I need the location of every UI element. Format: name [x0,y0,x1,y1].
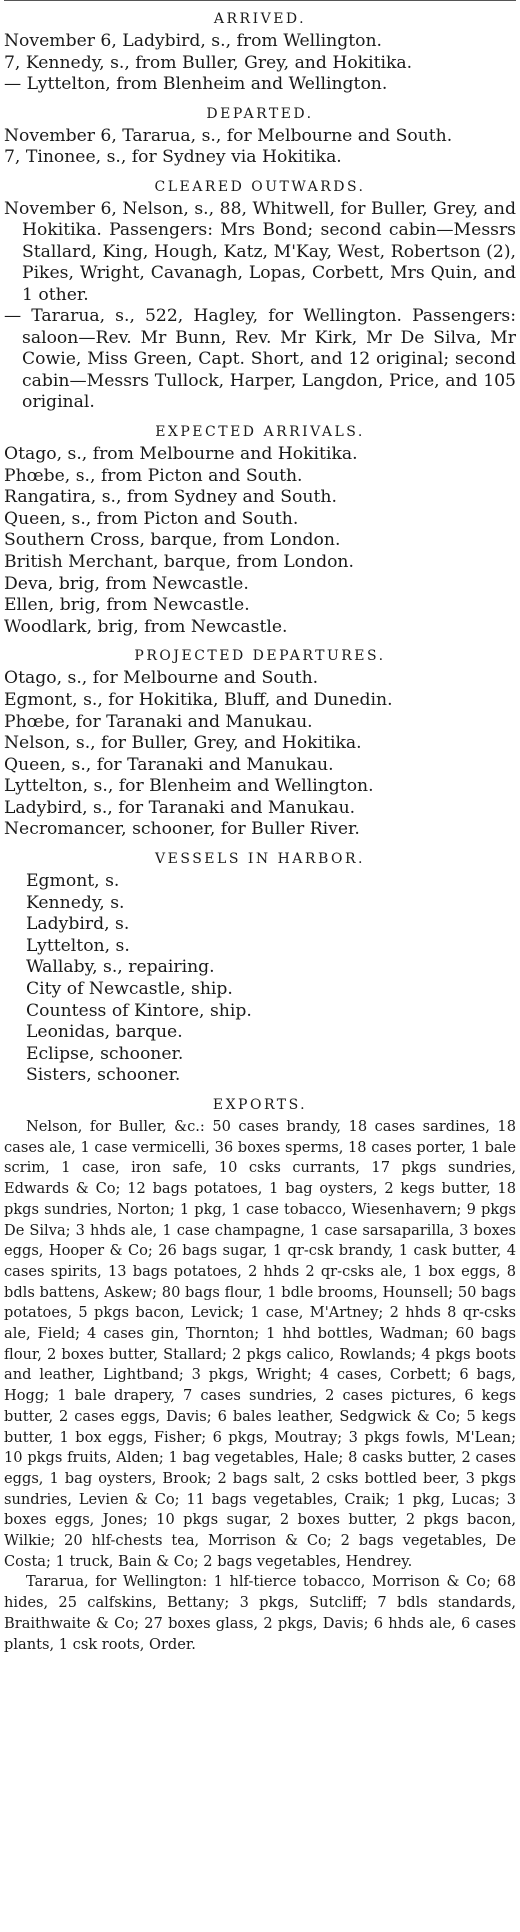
vessel-entry: Egmont, s. [26,871,120,892]
projected-entry: Ladybird, s., for Taranaki and Manukau. [4,797,356,818]
heading-cleared-outwards: CLEARED OUTWARDS. [154,178,366,195]
expected-entry: Deva, brig, from Newcastle. [4,573,249,594]
vessel-entry: City of Newcastle, ship. [26,979,233,1000]
exports-paragraph-tararua: Tararua, for Wellington: 1 hlf-tierce tobacco, Morrison & Co; 68 hides, 25 calfskins, Bettany; 3 pkgs, Sutcliff; 7 bdls standards, Braithwaite & Co; 27 boxes glass, 2 pkgs, Davis; 6 hhds ale, 6 cases plants, 1 csk roots, Order. [4,1573,516,1653]
expected-entry: Woodlark, brig, from Newcastle. [4,616,288,637]
projected-entry: Egmont, s., for Hokitika, Bluff, and Dunedin. [4,689,393,710]
heading-vessels-in-harbor: VESSELS IN HARBOR. [155,851,365,868]
vessel-entry: Lyttelton, s. [26,935,130,956]
arrived-entry: November 6, Ladybird, s., from Wellington. [4,31,382,51]
vessels-list [4,871,516,1087]
projected-entry: Lyttelton, s., for Blenheim and Wellington. [4,776,374,797]
expected-entry: British Merchant, barque, from London. [4,551,354,572]
vessel-entry: Wallaby, s., repairing. [26,957,215,978]
arrived-entry: 7, Kennedy, s., from Buller, Grey, and Hokitika. [4,52,413,73]
heading-expected-arrivals: EXPECTED ARRIVALS. [155,423,365,440]
expected-entry: Rangatira, s., from Sydney and South. [4,487,337,508]
vessel-entry: Leonidas, barque. [26,1022,183,1043]
exports-paragraph-nelson: Nelson, for Buller, &c.: 50 cases brandy, 18 cases sardines, 18 cases ale, 1 case vermicelli, 36 boxes sperms, 18 cases porter, 1 bale scrim, 1 case, iron safe, 10 csks currants, 17 pkgs sundries, Edwards & Co; 12 bags potatoes, 1 bag oysters, 2 kegs butter, 18 pkgs sundries, Norton; 1 pkg, 1 case tobacco, Wiesenhavern; 9 pkgs De Silva; 3 hhds ale, 1 case champagne, 1 case sarsaparilla, 3 boxes eggs, Hooper & Co; 26 bags sugar, 1 qr-csk brandy, 1 cask butter, 4 cases spirits, 13 bags potatoes, 2 hhds 2 qr-csks ale, 1 box eggs, 8 bdls battens, Askew; 80 bags flour, 1 bdle brooms, Hounsell; 50 bags potatoes, 5 pkgs bacon, Levick; 1 case, M'Artney; 2 hhds 8 qr-csks ale, Field; 4 cases gin, Thornton; 1 hhd bottles, Wadman; 60 bags flour, 2 boxes butter, Stallard; 2 pkgs calico, Rowlands; 4 pkgs boots and leather, Lightband; 3 pkgs, Wright; 4 cases, Corbett; 6 bags, Hogg; 1 bale drapery, 7 cases sundries, 2 cases pictures, 6 kegs butter, 2 cases eggs, Davis; 6 bales leather, Sedgwick & Co; 5 kegs butter, 1 box eggs, Fisher; 6 pkgs, Moutray; 3 pkgs fowls, M'Lean; 10 pkgs fruits, Alden; 1 bag vegetables, Hale; 8 casks butter, 2 cases eggs, 1 bag oysters, Brook; 2 bags salt, 2 csks bottled beer, 3 pkgs sundries, Levien & Co; 11 bags vegetables, Craik; 1 pkg, Lucas; 3 boxes eggs, Jones; 10 pkgs sugar, 2 boxes butter, 2 pkgs bacon, Wilkie; 20 hlf-chests tea, Morrison & Co; 2 bags vegetables, De Costa; 1 truck, Bain & Co; 2 bags vegetables, Hendrey. [4,1118,516,1570]
vessel-entry: Ladybird, s. [26,914,130,935]
expected-entry: Ellen, brig, from Newcastle. [4,595,250,616]
expected-entry: Southern Cross, barque, from London. [4,530,341,551]
arrived-entry: — Lyttelton, from Blenheim and Wellington. [4,74,388,95]
vessel-entry: Eclipse, schooner. [26,1043,184,1064]
projected-entry: Queen, s., for Taranaki and Manukau. [4,754,334,775]
expected-entry: Phœbe, s., from Picton and South. [4,465,303,486]
heading-departed: DEPARTED. [206,105,314,122]
expected-entry: Otago, s., from Melbourne and Hokitika. [4,443,358,464]
projected-entry: Otago, s., for Melbourne and South. [4,668,319,689]
projected-entry: Necromancer, schooner, for Buller River. [4,819,360,840]
vessel-entry: Kennedy, s. [26,892,125,913]
departed-entry: November 6, Tararua, s., for Melbourne and South. [4,125,453,146]
top-rule [4,0,516,1]
cleared-entry: — Tararua, s., 522, Hagley, for Wellington. Passengers: saloon—Rev. Mr Bunn, Rev. Mr Kirk, Mr De Silva, Mr Cowie, Miss Green, Capt. Short, and 12 original; second cabin—Messrs Tullock, Harper, Langdon, Price, and 105 original. [4,306,516,413]
heading-exports: EXPORTS. [212,1097,308,1113]
heading-projected-departures: PROJECTED DEPARTURES. [134,648,386,665]
departed-entry: 7, Tinonee, s., for Sydney via Hokitika. [4,147,342,168]
projected-entry: Phœbe, for Taranaki and Manukau. [4,711,313,732]
expected-entry: Queen, s., from Picton and South. [4,508,299,529]
vessel-entry: Countess of Kintore, ship. [26,1000,252,1021]
vessel-entry: Sisters, schooner. [26,1065,181,1086]
projected-entry: Nelson, s., for Buller, Grey, and Hokitika. [4,733,362,754]
heading-arrived: ARRIVED. [213,11,307,27]
cleared-entry: November 6, Nelson, s., 88, Whitwell, for Buller, Grey, and Hokitika. Passengers: Mrs Bond; second cabin—Messrs Stallard, King, Hough, Katz, M'Kay, West, Robertson (2), Pikes, Wright, Cavanagh, Lopas, Corbett, Mrs Quin, and 1 other. [4,198,516,305]
